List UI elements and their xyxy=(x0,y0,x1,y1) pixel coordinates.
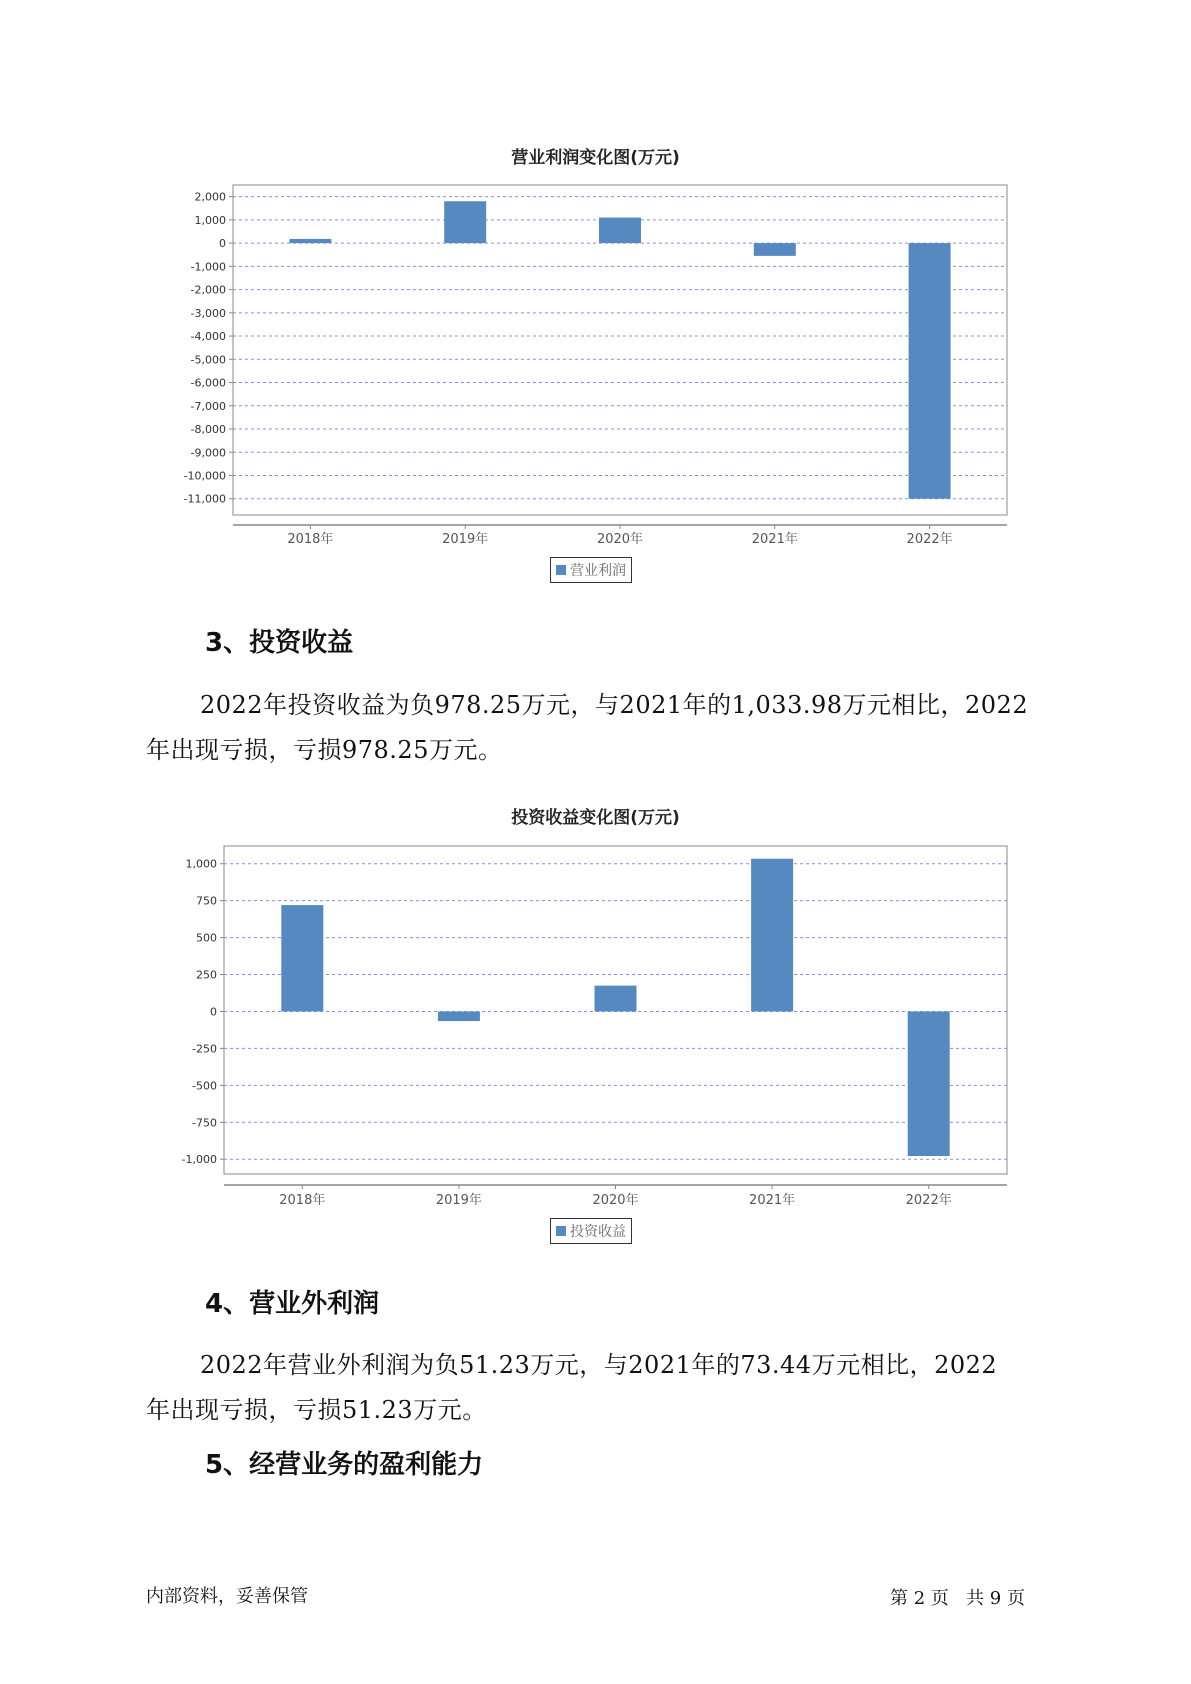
x-tick-label: 2019年 xyxy=(442,532,489,547)
bar-2018年 xyxy=(281,905,323,1011)
x-tick-label: 2022年 xyxy=(905,1193,952,1208)
section3-line1: 2022年投资收益为负978.25万元，与2021年的1,033.98万元相比，2022 xyxy=(200,691,1029,719)
y-tick-label: -250 xyxy=(192,1042,217,1056)
bar-2021年 xyxy=(751,859,793,1012)
bar-2020年 xyxy=(595,986,637,1012)
y-tick-label: -10,000 xyxy=(183,469,226,483)
y-tick-label: 0 xyxy=(210,1005,217,1019)
section3-heading: 3、投资收益 xyxy=(205,628,354,658)
x-tick-label: 2018年 xyxy=(287,532,334,547)
chart2-title: 投资收益变化图(万元) xyxy=(511,808,680,828)
y-tick-label: 1,000 xyxy=(185,857,217,871)
x-tick-label: 2019年 xyxy=(435,1193,482,1208)
y-tick-label: -1,000 xyxy=(190,260,226,274)
chart2-legend xyxy=(550,1218,632,1244)
section4-paragraph xyxy=(146,1343,1076,1433)
y-tick-label: -6,000 xyxy=(190,376,226,390)
footer-page-number: 第 2 页 共 9 页 xyxy=(890,1588,1025,1609)
x-tick-label: 2020年 xyxy=(596,532,644,547)
chart2-legend-label: 投资收益 xyxy=(570,1224,626,1240)
y-tick-label: -1,000 xyxy=(181,1153,217,1167)
y-tick-label: 500 xyxy=(196,931,217,945)
y-tick-label: -750 xyxy=(192,1116,217,1130)
section4-line1: 2022年营业外利润为负51.23万元，与2021年的73.44万元相比，2022 xyxy=(200,1351,998,1379)
y-tick-label: -5,000 xyxy=(190,353,226,367)
y-tick-label: -11,000 xyxy=(183,492,226,506)
chart1-legend-label: 营业利润 xyxy=(570,563,626,579)
x-tick-label: 2021年 xyxy=(751,532,798,547)
x-tick-label: 2022年 xyxy=(906,532,953,547)
section4-heading: 4、营业外利润 xyxy=(205,1289,380,1319)
y-tick-label: 1,000 xyxy=(194,213,226,227)
legend-swatch-icon xyxy=(556,1226,566,1236)
chart1-title: 营业利润变化图(万元) xyxy=(511,148,680,168)
x-tick-label: 2018年 xyxy=(279,1193,326,1208)
y-tick-label: -4,000 xyxy=(190,330,226,344)
x-tick-label: 2021年 xyxy=(749,1193,796,1208)
y-tick-label: 750 xyxy=(196,894,217,908)
bar-2022年 xyxy=(908,1011,950,1156)
section3-line2: 年出现亏损，亏损978.25万元。 xyxy=(146,736,503,764)
y-tick-label: 2,000 xyxy=(194,190,226,204)
y-tick-label: -3,000 xyxy=(190,306,226,320)
section5-heading: 5、经营业务的盈利能力 xyxy=(205,1450,484,1480)
y-tick-label: 0 xyxy=(219,237,226,251)
y-tick-label: -8,000 xyxy=(190,423,226,437)
x-tick-label: 2020年 xyxy=(592,1193,639,1208)
section4-line2: 年出现亏损，亏损51.23万元。 xyxy=(146,1396,487,1424)
y-tick-label: -500 xyxy=(192,1079,217,1093)
y-tick-label: -9,000 xyxy=(190,446,226,460)
footer-confidential-note: 内部资料，妥善保管 xyxy=(146,1586,308,1607)
y-tick-label: -7,000 xyxy=(190,399,226,413)
y-tick-label: -2,000 xyxy=(190,283,226,297)
bar-2019年 xyxy=(438,1011,480,1021)
y-tick-label: 250 xyxy=(196,968,217,982)
